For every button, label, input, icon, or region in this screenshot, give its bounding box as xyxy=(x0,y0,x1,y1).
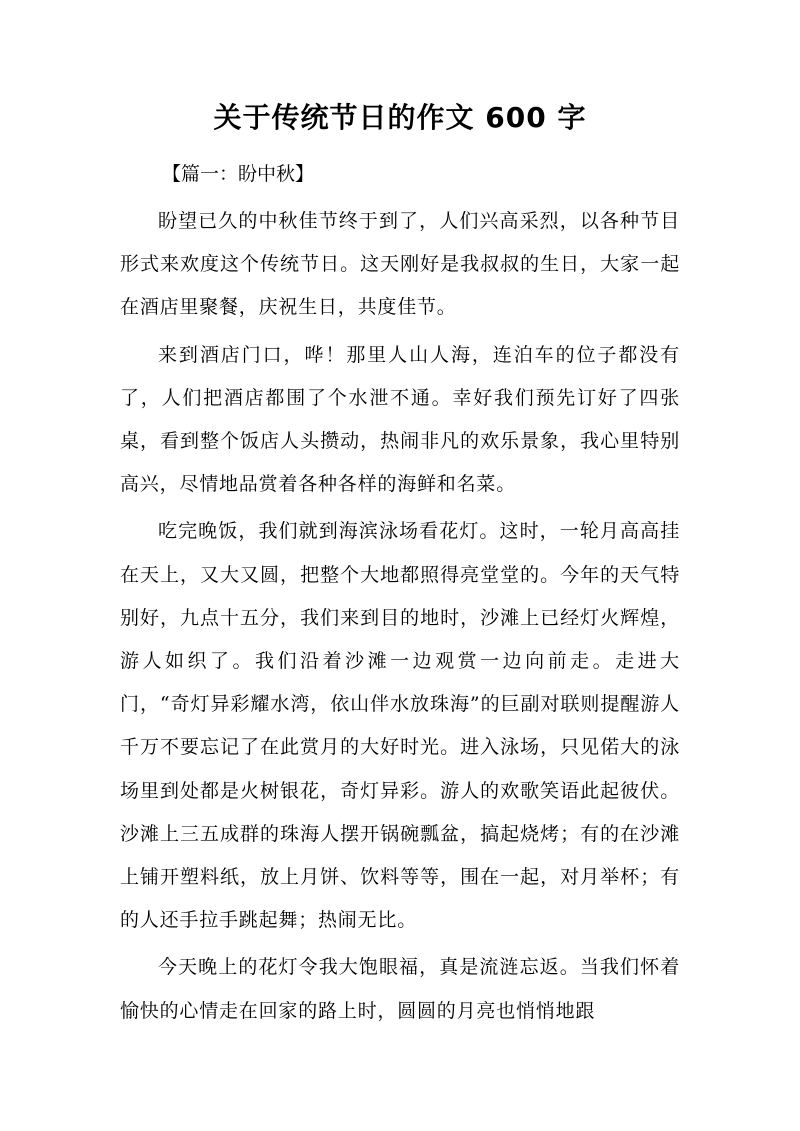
paragraph: 今天晚上的花灯令我大饱眼福，真是流涟忘返。当我们怀着愉快的心情走在回家的路上时，圆圆的月亮也悄悄地跟 xyxy=(120,956,680,1022)
paragraph: 盼望已久的中秋佳节终于到了，人们兴高采烈，以各种节目形式来欢度这个传统节日。这天刚好是我叔叔的生日，大家一起在酒店里聚餐，庆祝生日，共度佳节。 xyxy=(120,210,680,319)
document-body xyxy=(120,152,680,1033)
document-title: 关于传统节日的作文 600 字 xyxy=(213,101,587,134)
section-heading: 【篇一：盼中秋】 xyxy=(162,163,315,185)
paragraph: 来到酒店门口，哗！那里人山人海，连泊车的位子都没有了，人们把酒店都围了个水泄不通。幸好我们预先订好了四张桌，看到整个饭店人头攒动，热闹非凡的欢乐景象，我心里特别高兴，尽情地品赏着各种各样的海鲜和名菜。 xyxy=(120,343,680,496)
paragraph: 吃完晚饭，我们就到海滨泳场看花灯。这时，一轮月高高挂在天上，又大又圆，把整个大地都照得亮堂堂的。今年的天气特别好，九点十五分，我们来到目的地时，沙滩上已经灯火辉煌，游人如织了。我们沿着沙滩一边观赏一边向前走。走进大门，“奇灯异彩耀水湾，依山伴水放珠海”的巨副对联则提醒游人千万不要忘记了在此赏月的大好时光。进入泳场，只见偌大的泳场里到处都是火树银花，奇灯异彩。游人的欢歌笑语此起彼伏。沙滩上三五成群的珠海人摆开锅碗瓢盆，搞起烧烤；有的在沙滩上铺开塑料纸，放上月饼、饮料等等，围在一起，对月举杯；有的人还手拉手跳起舞；热闹无比。 xyxy=(120,520,680,932)
